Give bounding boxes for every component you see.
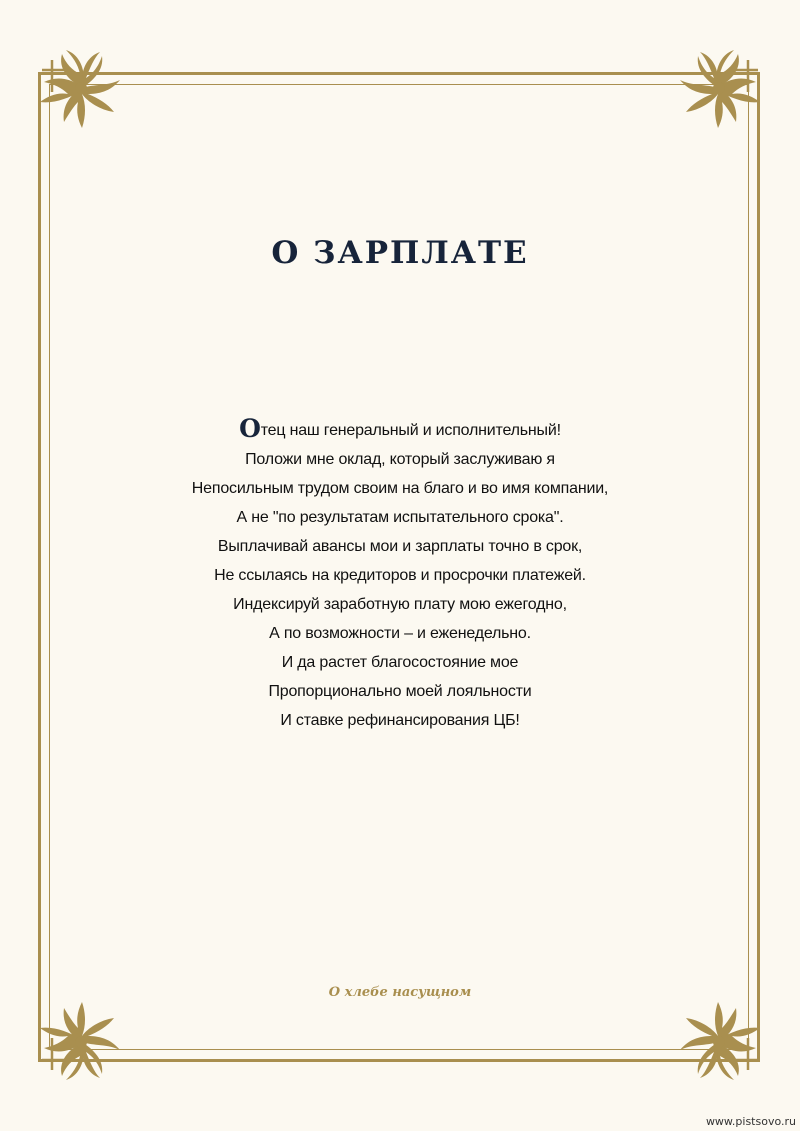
poem-line: И да растет благосостояние мое <box>281 654 519 671</box>
poem-line: И ставке рефинансирования ЦБ! <box>280 712 520 729</box>
corner-ornament-icon <box>668 40 772 130</box>
poem-line: Пропорционально моей лояльности <box>268 683 532 700</box>
poem-line: Индексируй заработную плату мою ежегодно, <box>233 596 567 613</box>
footer-caption: О хлебе насущном <box>328 985 472 1000</box>
poem-first-line-text: тец наш генеральный и исполнительный! <box>260 422 561 439</box>
page-title: О ЗАРПЛАТЕ <box>271 235 529 271</box>
poem <box>0 414 800 735</box>
poem-line: Непосильным трудом своим на благо и во имя компании, <box>191 480 609 497</box>
poem-line: А по возможности – и еженедельно. <box>269 625 531 642</box>
corner-ornament-icon <box>28 40 132 130</box>
poem-line: Выплачивай авансы мои и зарплаты точно в срок, <box>217 538 583 555</box>
corner-ornament-icon <box>28 1000 132 1090</box>
poem-line: Положи мне оклад, который заслуживаю я <box>245 451 555 468</box>
corner-ornament-icon <box>668 1000 772 1090</box>
poem-line: Не ссылаясь на кредиторов и просрочки платежей. <box>214 567 586 584</box>
watermark: www.pistsovo.ru <box>705 1115 796 1128</box>
poem-line <box>0 414 800 445</box>
drop-cap: О <box>239 414 261 443</box>
poem-line: А не "по результатам испытательного срока". <box>236 509 564 526</box>
